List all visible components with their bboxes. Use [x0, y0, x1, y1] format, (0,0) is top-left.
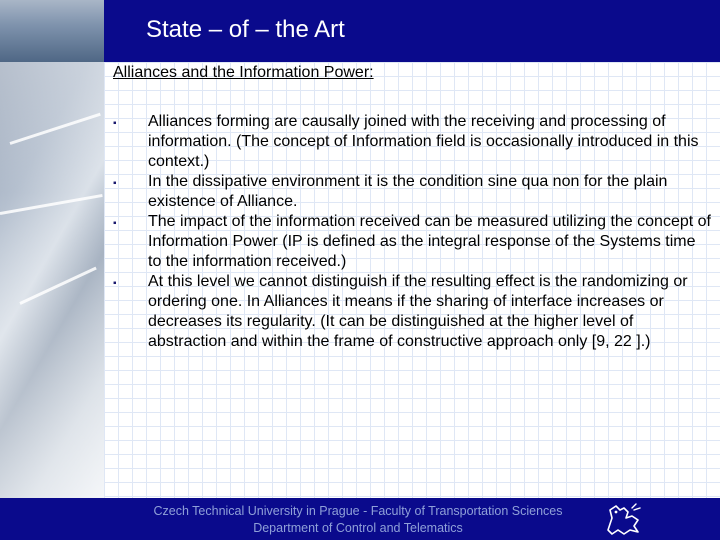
footer-text	[128, 503, 588, 537]
road-stripe	[0, 194, 103, 215]
square-bullet-icon: ▪	[113, 118, 117, 129]
bullet-text: In the dissipative environment it is the condition sine qua non for the plain existence of Alliance.	[148, 173, 668, 210]
footer-university: Czech Technical University in Prague - Faculty of Transportation Sciences	[153, 504, 563, 518]
bullet-item	[113, 172, 713, 212]
square-bullet-icon: ▪	[113, 218, 117, 229]
road-stripe	[19, 267, 96, 305]
header-photo	[0, 0, 104, 62]
bullet-item	[113, 112, 713, 172]
footer-department: Department of Control and Telematics	[253, 521, 463, 535]
slide-title: State – of – the Art	[146, 16, 345, 43]
road-stripe	[10, 113, 101, 145]
bullet-text: At this level we cannot distinguish if the resulting effect is the randomizing or ordering one. In Alliances it means if the sharing of interface increases or decreases its regularity. (It can be distinguished at the higher level of abstraction and within the frame of constructive approach only [9, 22 ].)	[148, 273, 688, 350]
header-band	[0, 0, 720, 62]
bullet-item	[113, 272, 713, 352]
bullet-text: Alliances forming are causally joined with the receiving and processing of information. (The concept of Information field is occasionally introduced in this context.)	[148, 113, 699, 170]
bullet-list	[113, 112, 713, 352]
section-subtitle: Alliances and the Information Power:	[113, 64, 374, 81]
bullet-item	[113, 212, 713, 272]
square-bullet-icon: ▪	[113, 178, 117, 189]
decorative-road-photo	[0, 62, 104, 498]
lion-logo-icon	[602, 500, 644, 538]
bullet-text: The impact of the information received can be measured utilizing the concept of Information Power (IP is defined as the integral response of the Systems time to the information received.)	[148, 213, 711, 270]
square-bullet-icon: ▪	[113, 278, 117, 289]
